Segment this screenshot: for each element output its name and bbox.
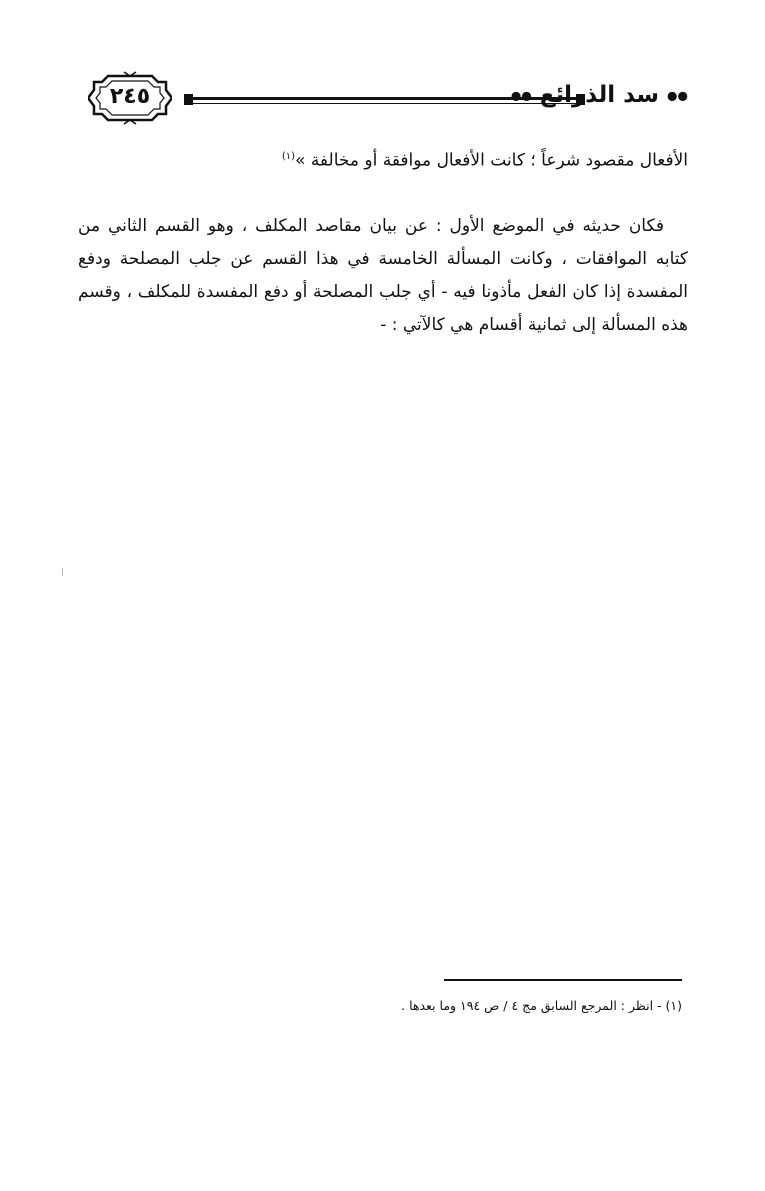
dots-ornament-right: ●● [667, 88, 688, 103]
page-number-badge [88, 70, 172, 126]
text-line-content: الأفعال مقصود شرعاً ؛ كانت الأفعال موافقة أو مخالفة » [295, 150, 688, 171]
footnote-reference: (١) [281, 151, 296, 162]
paragraph-main [78, 210, 688, 342]
text-line: كتابه الموافقات ، وكانت المسألة الخامسة في هذا القسم عن جلب المصلحة ودفع [78, 249, 688, 269]
footnote: (١) - انظر : المرجع السابق مج ٤ / ص ١٩٤ وما بعدها . [401, 998, 682, 1013]
text-line: المفسدة إذا كان الفعل مأذونا فيه - أي جلب المصلحة أو دفع المفسدة للمكلف ، وقسم [78, 282, 688, 302]
footnote-separator [444, 979, 682, 981]
text-line: فكان حديثه في الموضع الأول : عن بيان مقاصد المكلف ، وهو القسم الثاني من [78, 216, 664, 236]
page-number: ٢٤٥ [109, 84, 151, 109]
chapter-title: سد الذرائع [539, 82, 660, 108]
paragraph-quote-end [78, 140, 688, 173]
text-line: هذه المسألة إلى ثمانية أقسام هي كالآتي : - [380, 315, 688, 335]
running-header [88, 70, 688, 130]
chapter-title-wrapper [511, 82, 688, 108]
scan-mark [62, 568, 63, 576]
text-line [78, 140, 688, 173]
dots-ornament-left: ●● [510, 88, 532, 103]
